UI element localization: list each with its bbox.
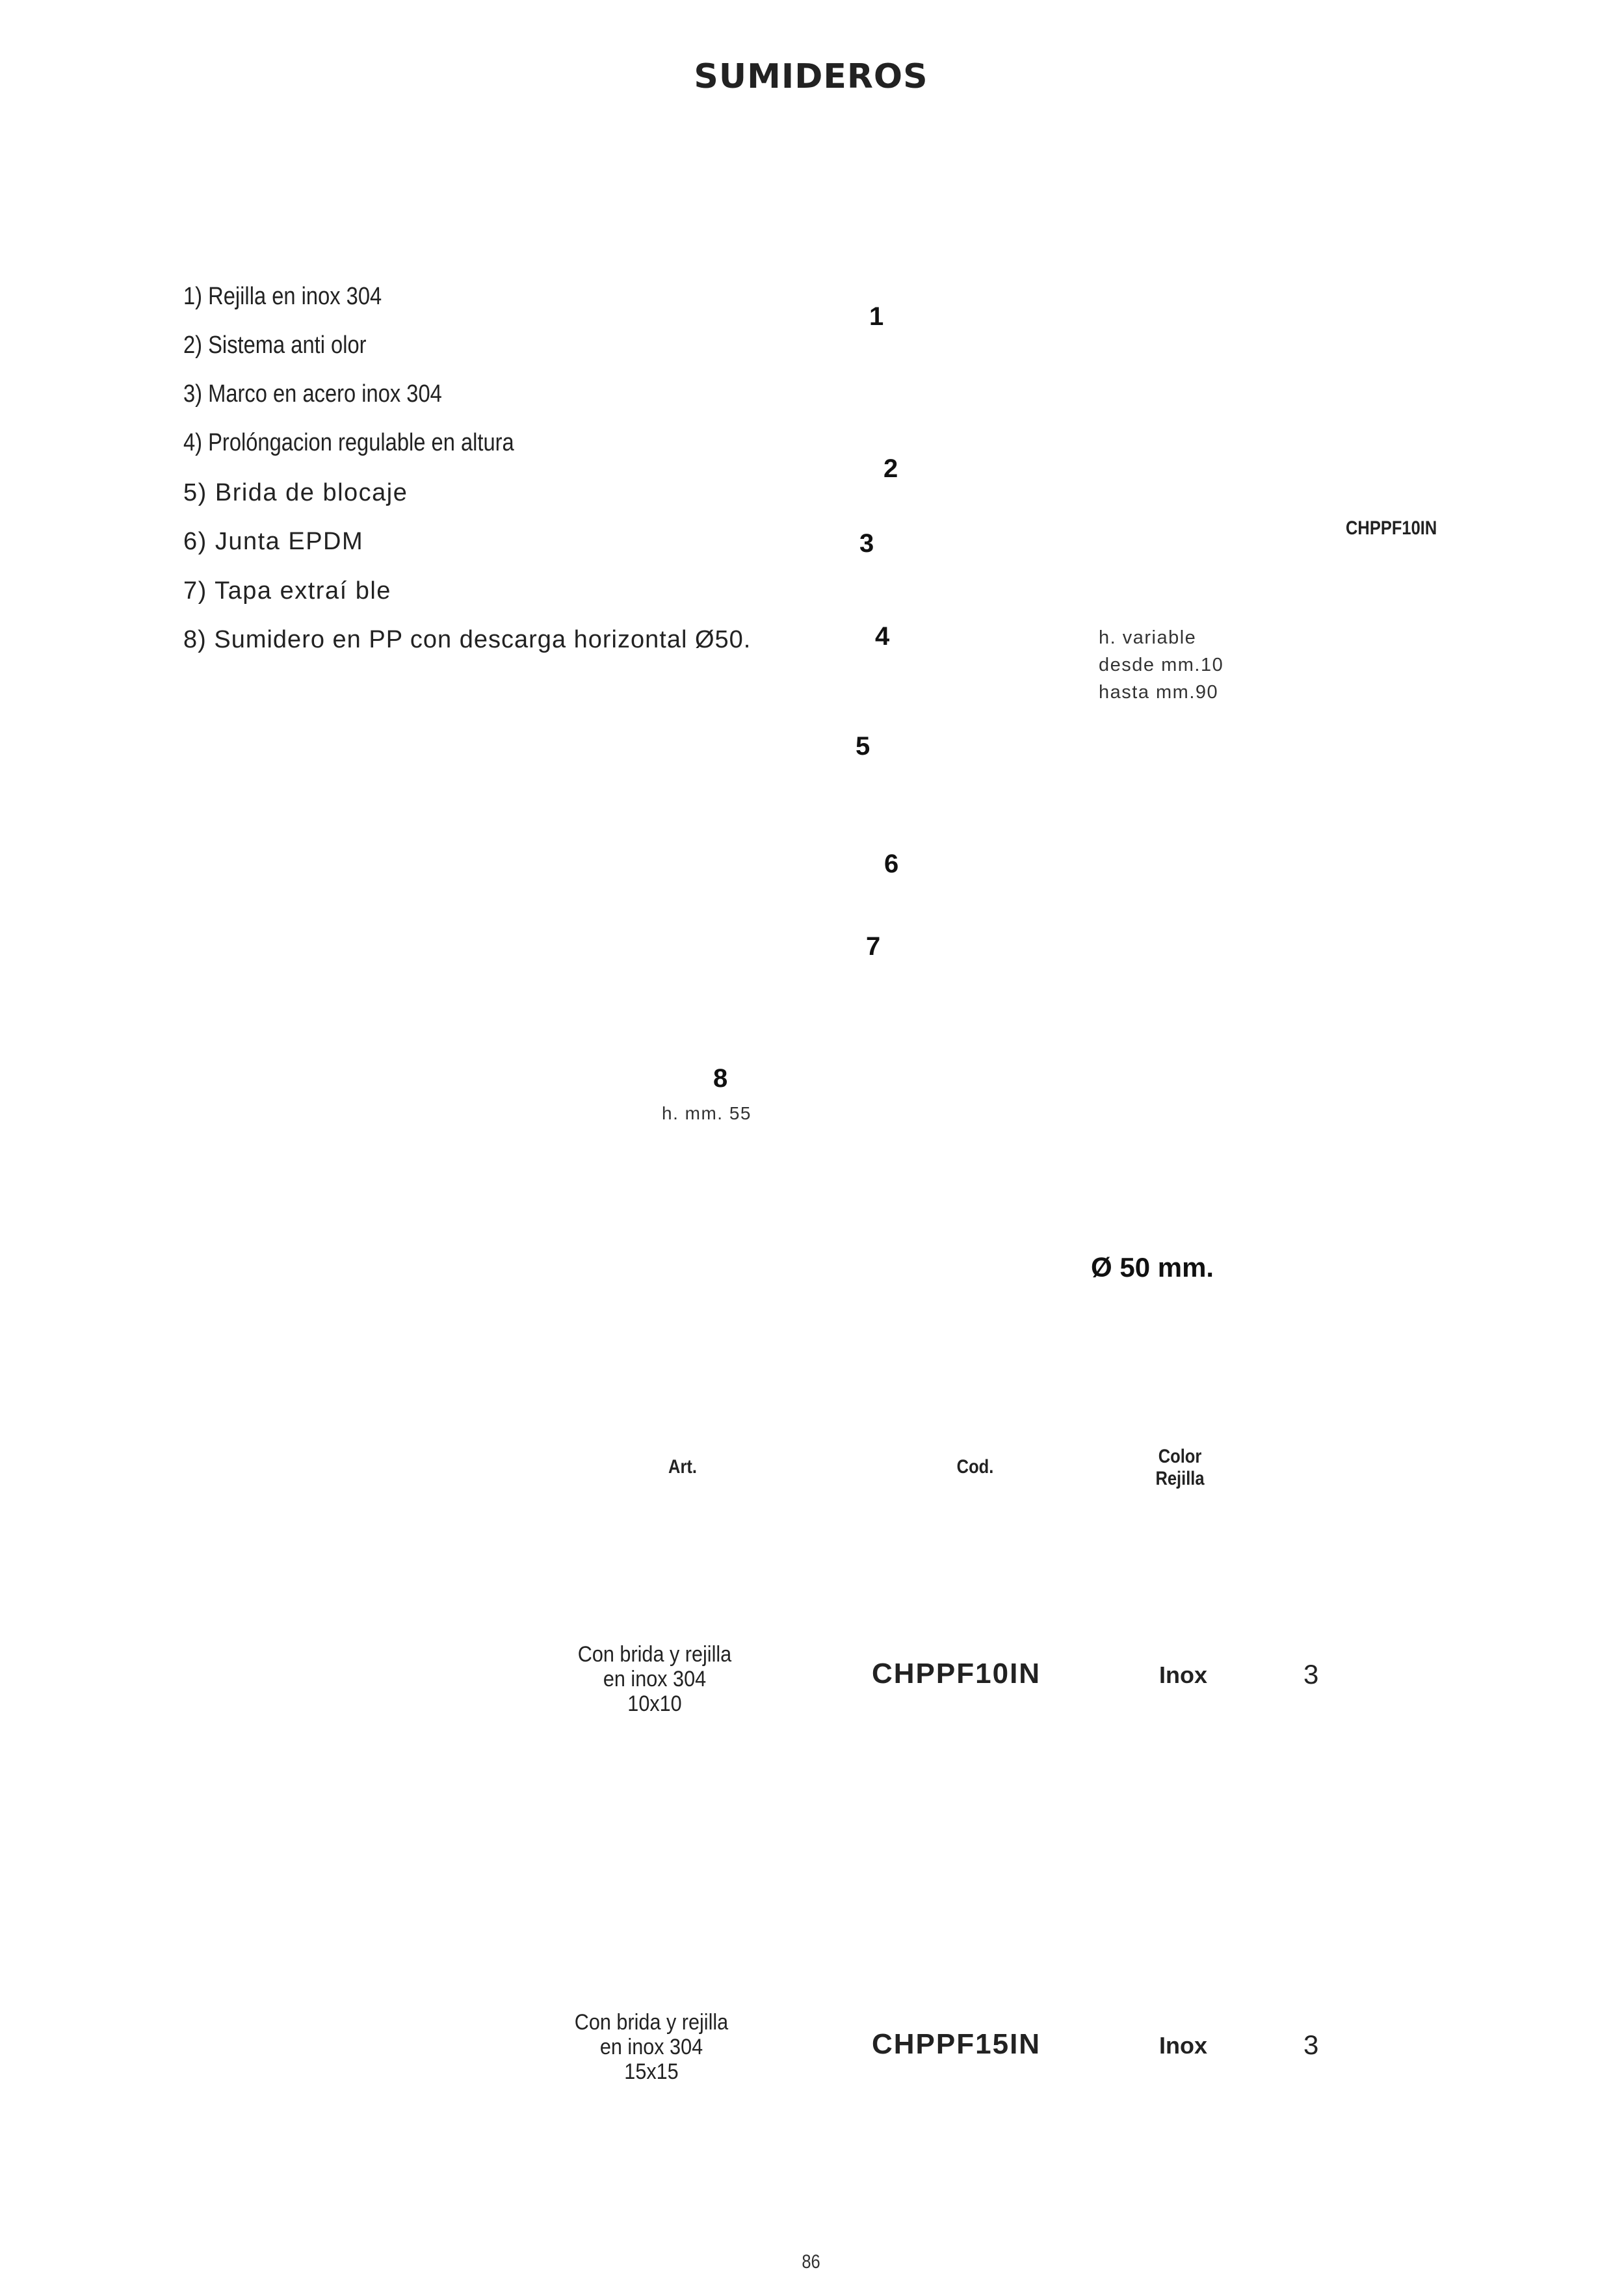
feature-item: 8) Sumidero en PP con descarga horizontal Ø50. <box>183 626 752 653</box>
callout-number: 3 <box>859 529 874 558</box>
callout-number: 6 <box>884 850 899 878</box>
header-cod: Cod. <box>956 1456 994 1478</box>
header-color-rejilla <box>1138 1446 1222 1490</box>
header-art: Art. <box>668 1456 697 1478</box>
art-line: en inox 304 <box>599 2035 703 2059</box>
cell-color: Inox <box>1159 2032 1208 2059</box>
note-line: h. variable <box>1099 627 1197 648</box>
cell-art <box>529 2010 774 2084</box>
cell-color: Inox <box>1159 1662 1208 1688</box>
callout-number: 4 <box>875 622 890 651</box>
art-line: 15x15 <box>624 2059 679 2084</box>
base-height-note: h. mm. 55 <box>662 1103 752 1123</box>
feature-item: 1) Rejilla en inox 304 <box>183 283 382 310</box>
header-line: Color <box>1158 1446 1202 1467</box>
page-number: 86 <box>802 2251 820 2273</box>
page-title: SUMIDEROS <box>694 57 928 96</box>
cell-art <box>532 1642 778 1716</box>
callout-number: 5 <box>856 732 870 761</box>
cell-code: CHPPF10IN <box>872 1658 1041 1689</box>
feature-item: 4) Prolóngacion regulable en altura <box>183 429 514 456</box>
header-line: Rejilla <box>1155 1468 1205 1489</box>
cell-qty: 3 <box>1303 2029 1319 2060</box>
note-line: desde mm.10 <box>1099 655 1224 675</box>
diameter-label: Ø 50 mm. <box>1091 1252 1214 1283</box>
art-line: Con brida y rejilla <box>577 1642 732 1667</box>
feature-item: 5) Brida de blocaje <box>183 479 408 506</box>
height-variable-note <box>1099 624 1223 706</box>
art-line: en inox 304 <box>603 1667 707 1691</box>
model-label: CHPPF10IN <box>1346 517 1437 539</box>
cell-qty: 3 <box>1303 1659 1319 1689</box>
callout-number: 7 <box>866 932 881 961</box>
callout-number: 8 <box>713 1064 728 1093</box>
cell-code: CHPPF15IN <box>872 2028 1041 2060</box>
art-line: 10x10 <box>627 1691 682 1716</box>
art-line: Con brida y rejilla <box>574 2010 729 2035</box>
note-line: hasta mm.90 <box>1099 682 1219 703</box>
feature-item: 7) Tapa extraí ble <box>183 577 391 605</box>
feature-item: 6) Junta EPDM <box>183 528 364 555</box>
feature-item: 3) Marco en acero inox 304 <box>183 380 442 408</box>
callout-number: 2 <box>883 454 898 483</box>
callout-number: 1 <box>869 302 884 331</box>
feature-item: 2) Sistema anti olor <box>183 332 367 359</box>
